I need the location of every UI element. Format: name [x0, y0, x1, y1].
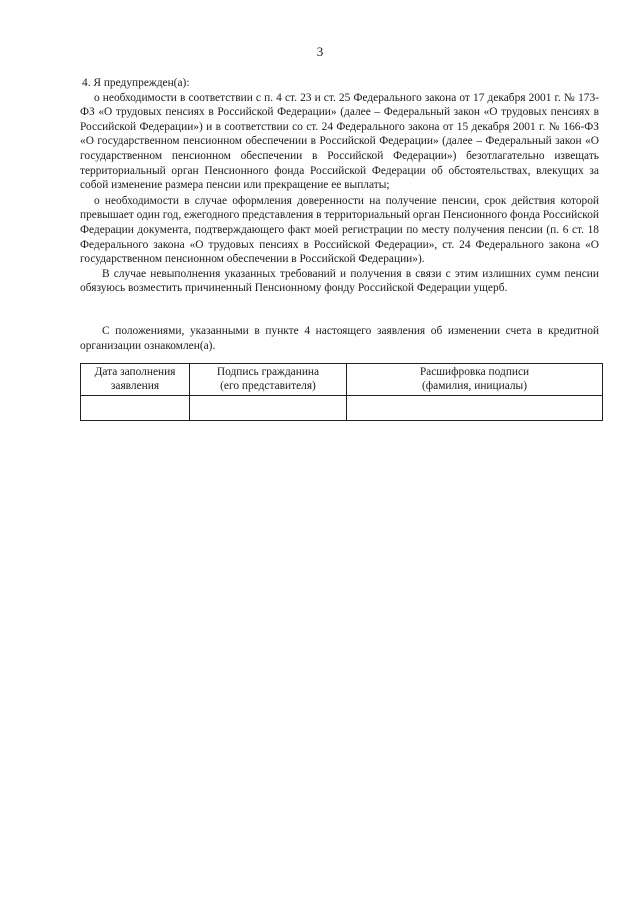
name-column-header [347, 364, 603, 396]
signature-table-input-row [81, 396, 603, 421]
signature-cell[interactable] [190, 396, 347, 421]
signature-column-header [190, 364, 347, 396]
warning-paragraph-1: о необходимости в соответствии с п. 4 ст. 23 и ст. 25 Федерального закона от 17 декабря 2001 г. № 173-ФЗ «О трудовых пенсиях в Российской Федерации» (далее – Федеральный закон «О трудовых пенсиях в Российской Федерации») и в соответствии со ст. 24 Федерального закона от 15 декабря 2001 г. № 166-ФЗ «О государственном пенсионном обеспечении в Российской Федерации» (далее – Федеральный закон «О государственном пенсионном обеспечении в Российской Федерации») безотлагательно извещать территориальный орган Пенсионного фонда Российской Федерации об обстоятельствах, влекущих за собой изменение размера пенсии или прекращение ее выплаты; [80, 91, 599, 192]
date-column-header [81, 364, 190, 396]
page-number: 3 [316, 44, 324, 59]
warning-paragraph-3: В случае невыполнения указанных требований и получения в связи с этим излишних сумм пенсии обязуюсь возместить причиненный Пенсионному фонду Российской Федерации ущерб. [80, 267, 599, 295]
section-4-heading: 4. Я предупрежден(а): [82, 77, 190, 89]
signature-table-header-row [81, 364, 603, 396]
acknowledgement-text: С положениями, указанными в пункте 4 настоящего заявления об изменении счета в кредитной организации ознакомлен(а). [80, 324, 599, 352]
date-cell[interactable] [81, 396, 190, 421]
signature-header-line-1: Подпись гражданина [216, 366, 320, 378]
warning-paragraph-2: о необходимости в случае оформления доверенности на получение пенсии, срок действия которой превышает один год, ежегодного представления в территориальный орган Пенсионного фонда Российской Федерации документа, подтверждающего факт моей регистрации по месту получения пенсии (п. 6 ст. 18 Федерального закона «О трудовых пенсиях в Российской Федерации», ст. 24 Федерального закона «О государственном пенсионном обеспечении в Российской Федерации»). [80, 194, 599, 266]
document-body [80, 76, 599, 353]
date-header-line-2: заявления [110, 380, 160, 392]
name-cell[interactable] [347, 396, 603, 421]
signature-table [80, 363, 603, 421]
name-header-line-2: (фамилия, инициалы) [421, 380, 527, 392]
name-header-line-1: Расшифровка подписи [419, 366, 530, 378]
date-header-line-1: Дата заполнения [94, 366, 176, 378]
signature-header-line-2: (его представителя) [220, 380, 316, 392]
